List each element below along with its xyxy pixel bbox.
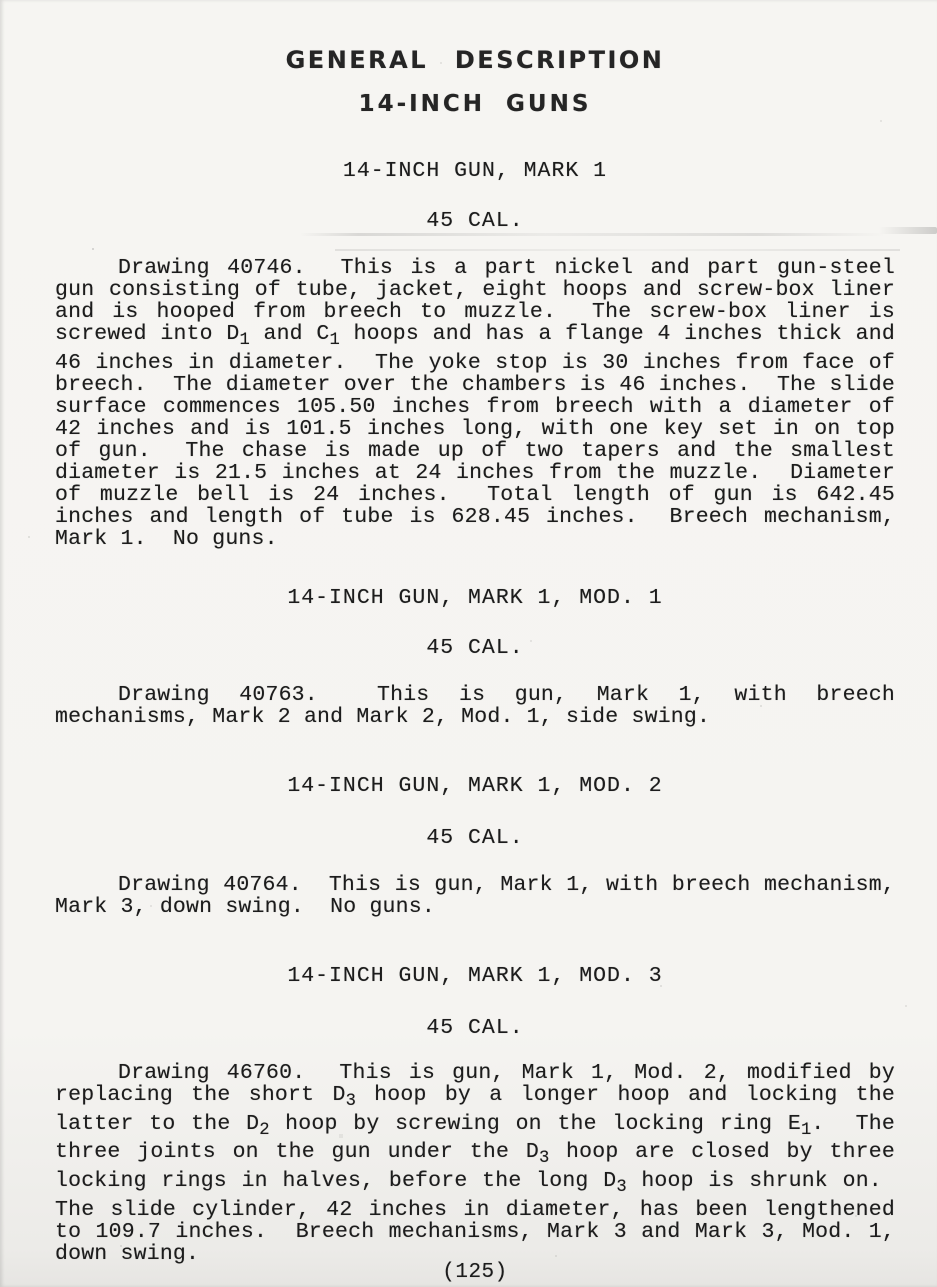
page-title: GENERAL DESCRIPTION [285, 46, 665, 74]
section-paragraph [55, 684, 895, 728]
section-heading: 14-INCH GUN, MARK 1, MOD. 1 [287, 585, 663, 610]
subscript-text: 2 [259, 1120, 270, 1140]
section-paragraph [55, 1062, 895, 1265]
caliber-line: 45 CAL. [426, 825, 524, 850]
paragraph-text: Drawing 40746. This is a part nickel and part gun-steel gun consisting of tube, jacket, eight hoops and screw-box liner and is hooped from breech to muzzle. The screw-box liner is screwed into D [55, 256, 895, 346]
caliber-line: 45 CAL. [426, 1015, 524, 1040]
caliber-line: 45 CAL. [426, 209, 524, 233]
section-mark1-mod2 [55, 774, 895, 918]
paragraph-text: Drawing 40764. This is gun, Mark 1, with breech mechanism, Mark 3, down swing. No guns. [55, 872, 895, 919]
paragraph-text: hoop by screwing on the locking ring E [269, 1111, 801, 1136]
paragraph-text: and C [249, 322, 330, 346]
section-heading: 14-INCH GUN, MARK 1, MOD. 2 [287, 773, 663, 798]
paragraph-text: Drawing 40763. This is gun, Mark 1, with breech mechanisms, Mark 2 and Mark 2, Mod. 1, side swing. [55, 682, 895, 729]
paragraph-text: Drawing 46760. This is gun, Mark 1, Mod. 2, modified by replacing the short D [55, 1060, 895, 1107]
section-paragraph [55, 874, 895, 918]
subscript-text: 3 [345, 1091, 356, 1111]
section-heading: 14-INCH GUN, MARK 1 [342, 159, 608, 183]
paragraph-text: hoops and has a flange 4 inches thick and 46 inches in diameter. The yoke stop is 30 inches from face of breech. The diameter over the chambers is 46 inches. The slide surface commences 105.50 inches from breech with a diameter of 42 inches and is 101.5 inches long, with one key set in on top of gun. The chase is made up of two tapers and the smallest diameter is 21.5 inches at 24 inches from the muzzle. Diameter of muzzle bell is 24 inches. Total length of gun is 642.45 inches and length of tube is 628.45 inches. Breech mechanism, Mark 1. No guns. [55, 322, 895, 551]
section-paragraph [55, 257, 895, 550]
subscript-text: 1 [800, 1120, 812, 1140]
subscript-text: 3 [616, 1178, 627, 1198]
paragraph-text: hoop by a longer hoop and locking the latter to the D [55, 1082, 895, 1136]
section-mark1-mod1 [55, 586, 895, 728]
page-subtitle: 14-INCH GUNS [358, 91, 592, 117]
section-mark1 [55, 159, 895, 550]
paragraph-text: hoop is shrunk on. The slide cylinder, 42 inches in diameter, has been lengthened to 109.7 inches. Breech mechanisms, Mark 3 and Mark 3, Mod. 1, down swing. [55, 1169, 895, 1267]
subscript-text: 1 [329, 330, 340, 350]
section-heading: 14-INCH GUN, MARK 1, MOD. 3 [287, 963, 663, 988]
subscript-text: 3 [538, 1149, 550, 1169]
section-mark1-mod3 [55, 964, 895, 1265]
caliber-line: 45 CAL. [426, 635, 524, 660]
paragraph-text: . The three joints on the gun under the D [55, 1111, 895, 1165]
paragraph-text: hoop are closed by three locking rings in halves, before the long D [55, 1140, 895, 1194]
subscript-text: 1 [239, 330, 250, 350]
paper-specks [0, 0, 2, 2]
page-number: (125) [442, 1261, 508, 1285]
